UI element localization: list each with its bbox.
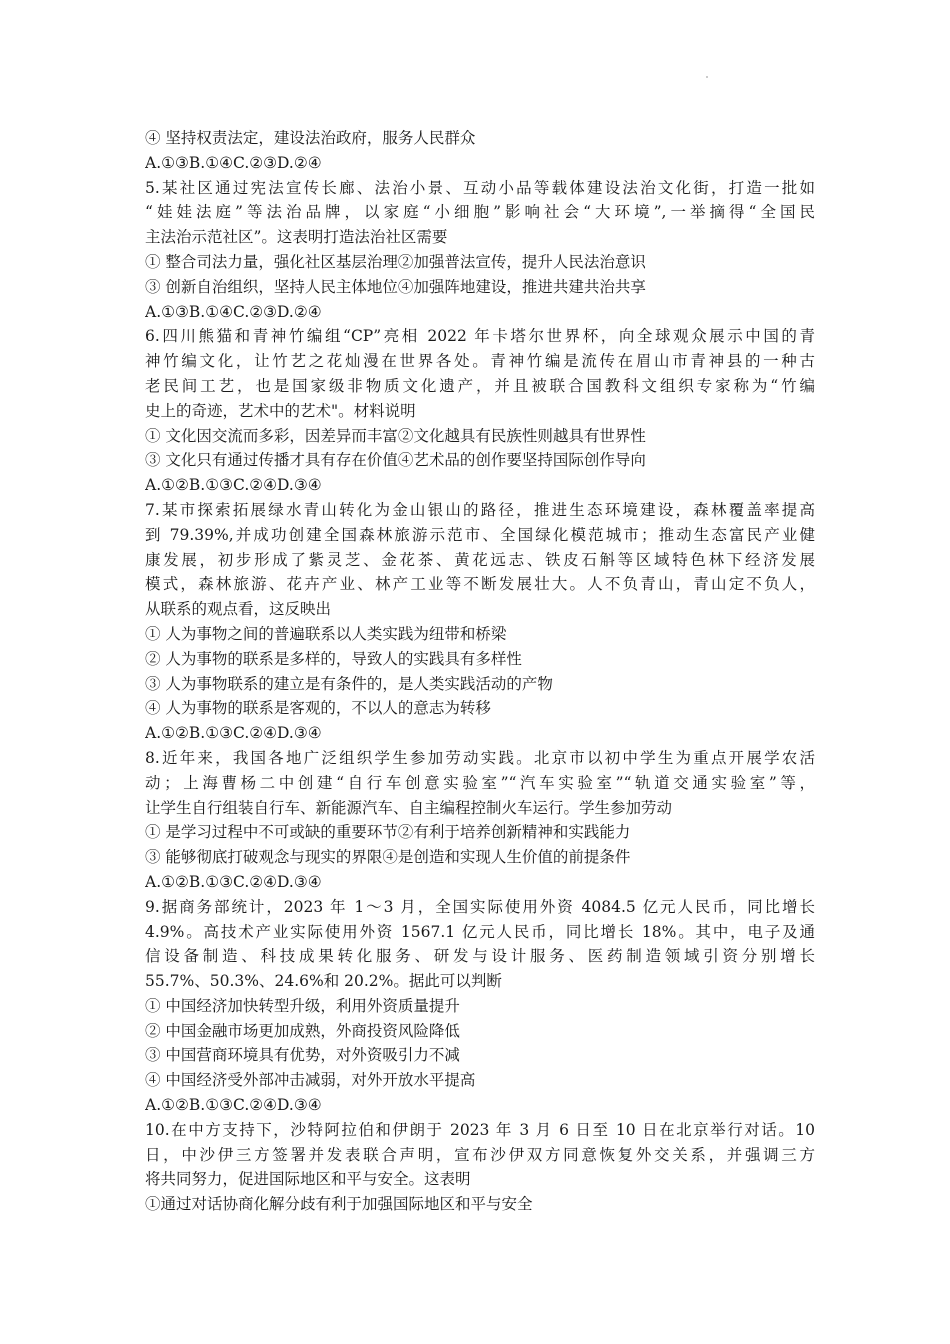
text-line: ① 文化因交流而多彩，因差异而丰富②文化越具有民族性则越具有世界性 [145,426,646,445]
text-line: ③ 文化只有通过传播才具有存在价值④艺术品的创作要坚持国际创作导向 [145,451,646,470]
text-line: ① 整合司法力量，强化社区基层治理②加强普法宣传，提升人民法治意识 [145,252,646,271]
text-line: 主法治示范社区”。这表明打造法治社区需要 [145,228,448,247]
text-line: 从联系的观点看，这反映出 [145,600,332,619]
text-line: 史上的奇迹，艺术中的艺术"。材料说明 [145,401,416,420]
text-line: 让学生自行组装自行车、新能源汽车、自主编程控制火车运行。学生参加劳动 [145,798,673,817]
text-line: 康发展，初步形成了紫灵芝、金花茶、黄花远志、铁皮石斛等区域特色林下经济发展 [145,550,815,569]
text-line: A.①③B.①④C.②③D.②④ [145,153,322,172]
page-mark [706,76,708,78]
text-line: “娃娃法庭”等法治品牌，以家庭“小细胞”影响社会“大环境”,一举摘得“全国民 [145,203,815,222]
text-line: 动；上海曹杨二中创建“自行车创意实验室”“汽车实验室”“轨道交通实验室”等， [145,773,815,792]
text-line: ④ 坚持权责法定，建设法治政府，服务人民群众 [145,129,476,147]
question-text-block [145,126,815,1217]
text-line: ③ 人为事物联系的建立是有条件的，是人类实践活动的产物 [145,674,553,693]
text-line: ①通过对话协商化解分歧有利于加强国际地区和平与安全 [145,1195,533,1214]
text-line: ④ 中国经济受外部冲击减弱，对外开放水平提高 [145,1071,476,1090]
text-line: 6.四川熊猫和青神竹编组“CP”亮相 2022 年卡塔尔世界杯，向全球观众展示中国的青 [145,327,815,346]
text-line: 55.7%、50.3%、24.6%和 20.2%。据此可以判断 [145,972,502,991]
text-line: 4.9%。高技术产业实际使用外资 1567.1 亿元人民币，同比增长 18%。其中，电子及通 [145,922,815,941]
text-line: 8.近年来，我国各地广泛组织学生参加劳动实践。北京市以初中学生为重点开展学农活 [145,748,815,767]
text-line: ③ 创新自治组织，坚持人民主体地位④加强阵地建设，推进共建共治共享 [145,277,646,296]
text-line: A.①②B.①③C.②④D.③④ [145,476,322,495]
text-line: ② 人为事物的联系是多样的，导致人的实践具有多样性 [145,649,522,668]
text-line: 5.某社区通过宪法宣传长廊、法治小景、互动小品等载体建设法治文化街，打造一批如 [145,178,815,197]
text-line: A.①②B.①③C.②④D.③④ [145,872,322,891]
text-line: 神竹编文化，让竹艺之花灿漫在世界各处。青神竹编是流传在眉山市青神县的一种古 [145,352,815,371]
text-line: ① 人为事物之间的普遍联系以人类实践为纽带和桥梁 [145,624,507,643]
text-line: 日，中沙伊三方签署并发表联合声明，宣布沙伊双方同意恢复外交关系，并强调三方 [145,1145,815,1164]
text-line: ① 中国经济加快转型升级，利用外资质量提升 [145,996,460,1015]
text-line: A.①②B.①③C.②④D.③④ [145,1096,322,1115]
text-line: A.①②B.①③C.②④D.③④ [145,724,322,743]
text-line: ② 中国金融市场更加成熟，外商投资风险降低 [145,1021,460,1040]
text-line: 信设备制造、科技成果转化服务、研发与设计服务、医药制造领域引资分别增长 [145,947,815,966]
text-line: A.①③B.①④C.②③D.②④ [145,302,322,321]
text-line: ③ 能够彻底打破观念与现实的界限④是创造和实现人生价值的前提条件 [145,848,631,867]
text-line: 模式，森林旅游、花卉产业、林产工业等不断发展壮大。人不负青山，青山定不负人， [145,575,815,594]
text-line: ④ 人为事物的联系是客观的，不以人的意志为转移 [145,699,491,718]
text-line: 将共同努力，促进国际地区和平与安全。这表明 [145,1170,471,1189]
text-line: 7.某市探索拓展绿水青山转化为金山银山的路径，推进生态环境建设，森林覆盖率提高 [145,500,815,519]
text-line: 10.在中方支持下，沙特阿拉伯和伊朗于 2023 年 3 月 6 日至 10 日在北京举行对话。10 [145,1120,815,1139]
text-line: ① 是学习过程中不可或缺的重要环节②有利于培养创新精神和实践能力 [145,823,631,842]
text-line: 到 79.39%,并成功创建全国森林旅游示范市、全国绿化模范城市；推动生态富民产业健 [145,525,815,544]
text-line: ③ 中国营商环境具有优势，对外资吸引力不减 [145,1046,460,1065]
text-line: 老民间工艺，也是国家级非物质文化遗产，并且被联合国教科文组织专家称为“竹编 [145,376,815,395]
text-line: 9.据商务部统计，2023 年 1～3 月，全国实际使用外资 4084.5 亿元人民币，同比增长 [145,897,815,916]
